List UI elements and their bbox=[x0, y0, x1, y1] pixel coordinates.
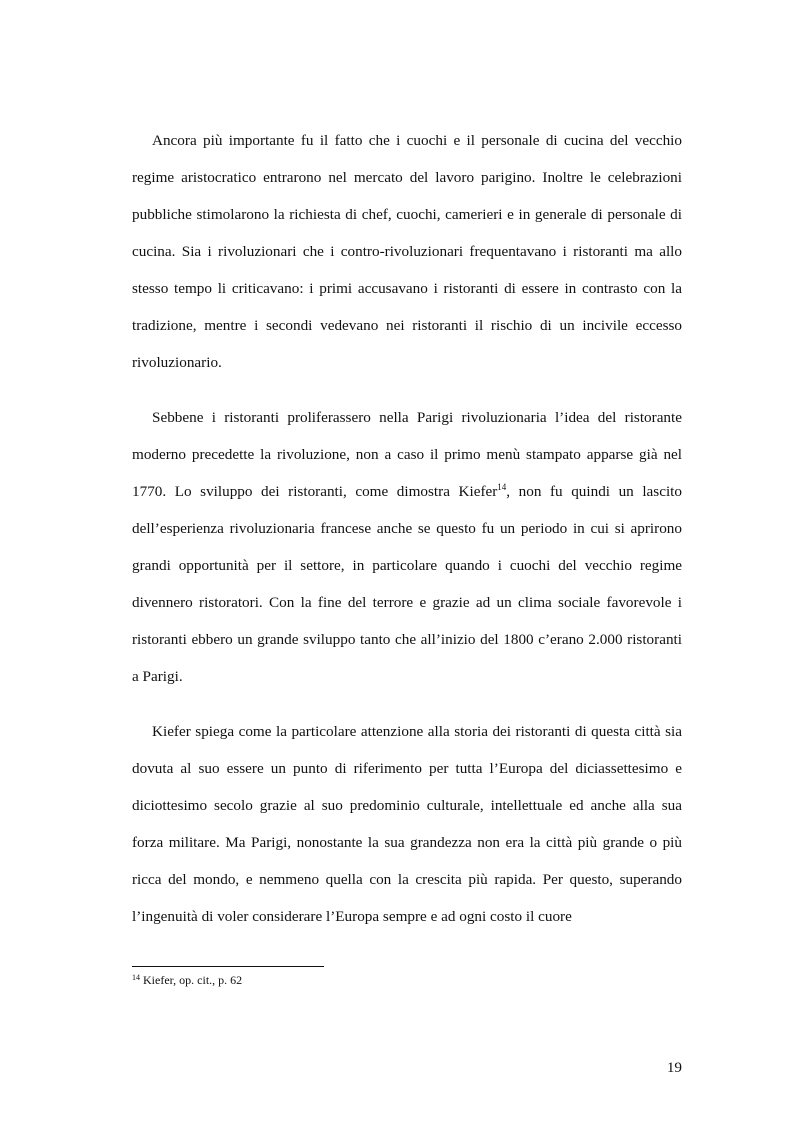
paragraph-1: Ancora più importante fu il fatto che i cuochi e il personale di cucina del vecchio regime aristocratico entrarono nel mercato del lavoro parigino. Inoltre le celebrazioni pubbliche stimolarono la richiesta di chef, cuochi, camerieri e in generale di personale di cucina. Sia i rivoluzionari che i contro-rivoluzionari frequentavano i ristoranti ma allo stesso tempo li criticavano: i primi accusavano i ristoranti di essere in contrasto con la tradizione, mentre i secondi vedevano nei ristoranti il rischio di un incivile eccesso rivoluzionario. bbox=[132, 132, 682, 371]
footnote-reference-14[interactable]: 14 bbox=[497, 482, 507, 492]
paragraph-2 bbox=[132, 399, 682, 695]
footnote-number: 14 bbox=[132, 973, 140, 982]
footnote-separator bbox=[132, 966, 324, 967]
paragraph-2-text-after-note: , non fu quindi un lascito dell’esperienza rivoluzionaria francese anche se questo fu un periodo in cui si aprirono grandi opportunità per il settore, in particolare quando i cuochi del vecchio regime divennero ristoratori. Con la fine del terrore e grazie ad un clima sociale favorevole i ristoranti ebbero un grande sviluppo tanto che all’inizio del 1800 c’erano 2.000 ristoranti a Parigi. bbox=[132, 483, 682, 685]
body-text bbox=[132, 122, 682, 953]
paragraph-3: Kiefer spiega come la particolare attenzione alla storia dei ristoranti di questa città sia dovuta al suo essere un punto di riferimento per tutta l’Europa del diciassettesimo e diciottesimo secolo grazie al suo predominio culturale, intellettuale ed anche alla sua forza militare. Ma Parigi, nonostante la sua grandezza non era la città più grande o più ricca del mondo, e nemmeno quella con la crescita più rapida. Per questo, superando l’ingenuità di voler considerare l’Europa sempre e ad ogni costo il cuore bbox=[132, 723, 682, 925]
footnote-text: Kiefer, op. cit., p. 62 bbox=[140, 973, 243, 987]
paragraph-2-text-before-note: Sebbene i ristoranti proliferassero nella Parigi rivoluzionaria l’idea del ristorante moderno precedette la rivoluzione, non a caso il primo menù stampato apparse già nel 1770. Lo sviluppo dei ristoranti, come dimostra Kiefer bbox=[132, 409, 682, 500]
page-number: 19 bbox=[666, 1059, 682, 1076]
footnote-14 bbox=[132, 972, 682, 988]
